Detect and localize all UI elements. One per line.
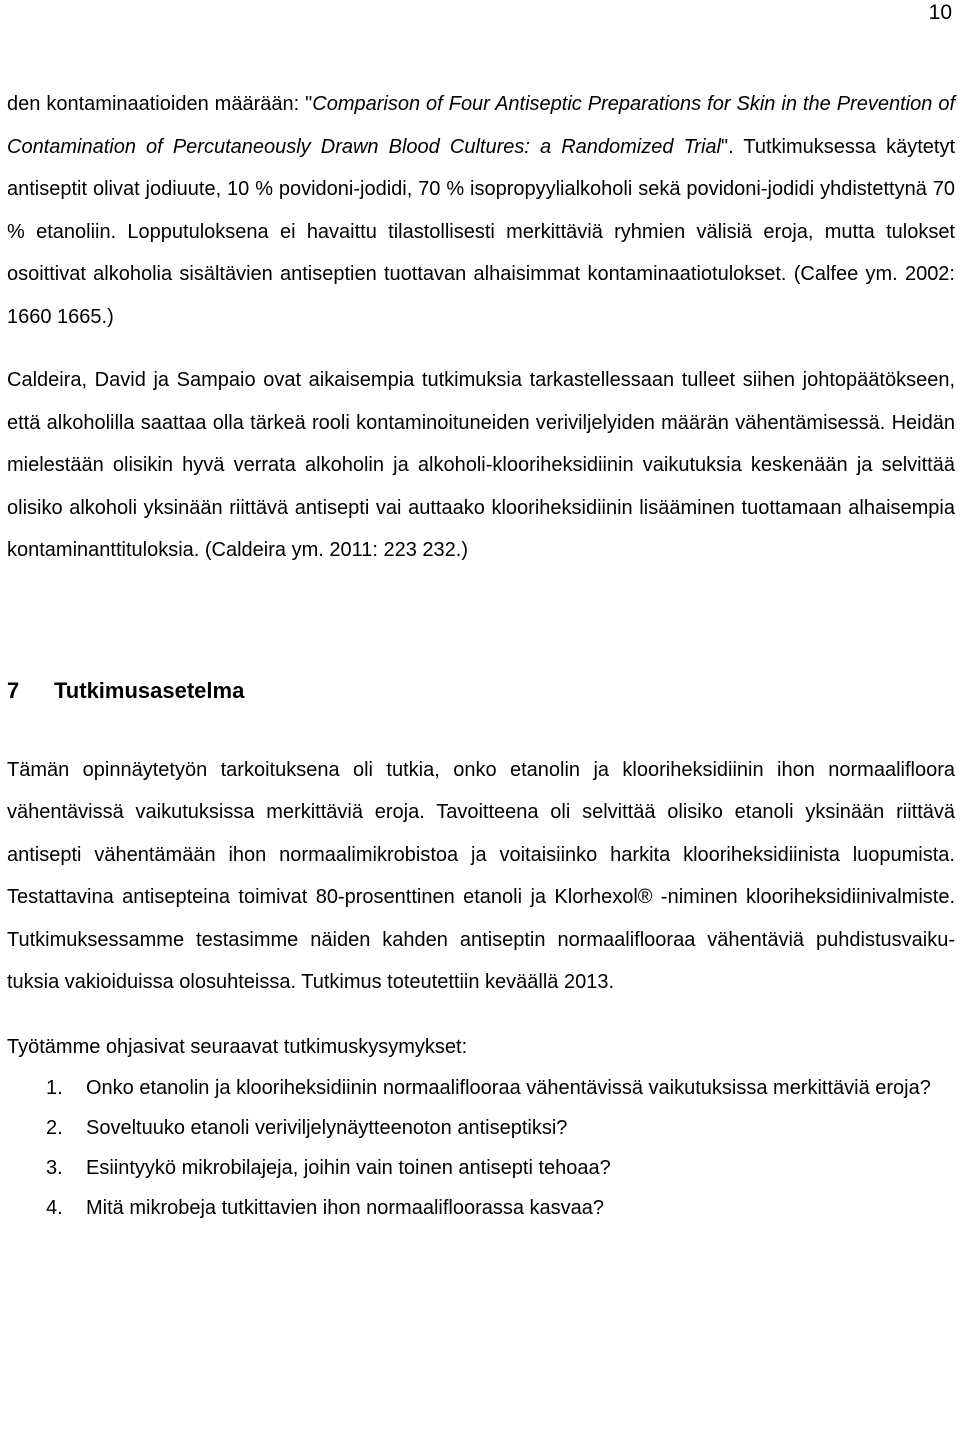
paragraph-3: Tämän opinnäytetyön tarkoituksena oli tutkia, onko etanolin ja klooriheksidiinin ihon normaalifloora vähentävissä vaikutuksissa merkittäviä eroja. Tavoitteena oli selvittää olisiko etanoli yksinään riittävä antisepti vähentämään ihon normaalimikrobistoa ja voitaisiinko harkita klooriheksidiinista luopumista. Testattavina antisepteina toimivat 80-prosenttinen etanoli ja Klorhexol® -niminen klooriheksidiinivalmiste. Tutkimuksessamme testasimme näiden kahden antiseptin normaaliflooraa vähentäviä puhdistusvaikutuksia vakioiduissa olosuhteissa. Tutkimus toteutettiin keväällä 2013.: [7, 758, 955, 993]
list-item-number: 1.: [46, 1077, 63, 1099]
list-item: [7, 1188, 955, 1228]
list-item-number: 4.: [46, 1197, 63, 1219]
cited-study-title: Comparison of Four Antiseptic Preparations for Skin in the Prevention of Contamination of Percutaneously Drawn Blood Cultures: a Randomized Trial: [7, 93, 955, 158]
list-item: [7, 1148, 955, 1188]
paragraph-1-lead: den kontaminaatioiden määrään: ": [7, 93, 313, 115]
paragraph-2: Caldeira, David ja Sampaio ovat aikaisempia tutkimuksia tarkastellessaan tulleet siihen johtopäätökseen, että alkoholilla saattaa olla tärkeä rooli kontaminoituneiden veriviljelyiden määrän vähentämisessä. Heidän mielestään olisikin hyvä verrata alkoholin ja alkoholi-klooriheksidiinin vaikutuksia keskenään ja selvittää olisiko alkoholi yksinään riittävä antisepti vai auttaako klooriheksidiinin lisääminen tuottamaan alhaisempia kontaminanttituloksia. (Caldeira ym. 2011: 223 232.): [7, 369, 955, 561]
list-item-text: Esiintyykö mikrobilajeja, joihin vain toinen antisepti tehoaa?: [86, 1157, 611, 1179]
document-body: [7, 83, 955, 1228]
list-item-text: Soveltuuko etanoli veriviljelynäytteenoton antiseptiksi?: [86, 1117, 568, 1139]
paragraph-4: Työtämme ohjasivat seuraavat tutkimuskysymykset:: [7, 1035, 468, 1058]
research-questions-list: [7, 1068, 955, 1228]
section-number: 7: [7, 677, 20, 703]
section-title: Tutkimusasetelma: [54, 677, 245, 703]
list-item: [7, 1108, 955, 1148]
list-item: [7, 1068, 955, 1108]
list-item-text: Onko etanolin ja klooriheksidiinin normaaliflooraa vähentävissä vaikutuksissa merkittäviä eroja?: [86, 1077, 931, 1099]
paragraph-1-rest: ". Tutkimuksessa käytetyt antiseptit olivat jodiuute, 10 % povidoni-jodidi, 70 % isopropyylialkoholi sekä povidoni-jodidi yhdistettynä 70 % etanoliin. Lopputuloksena ei havaittu tilastollisesti merkittäviä ryhmien välisiä eroja, mutta tulokset osoittivat alkoholia sisältävien antiseptien tuottavan alhaisimmat kontaminaatiotulokset. (Calfee ym. 2002: 1660 1665.): [7, 135, 955, 328]
list-item-text: Mitä mikrobeja tutkittavien ihon normaalifloorassa kasvaa?: [86, 1197, 605, 1219]
page-number: 10: [928, 1, 952, 24]
list-item-number: 3.: [46, 1157, 63, 1179]
list-item-number: 2.: [46, 1117, 63, 1139]
paragraph-1: [7, 83, 955, 338]
section-heading: [7, 667, 955, 715]
